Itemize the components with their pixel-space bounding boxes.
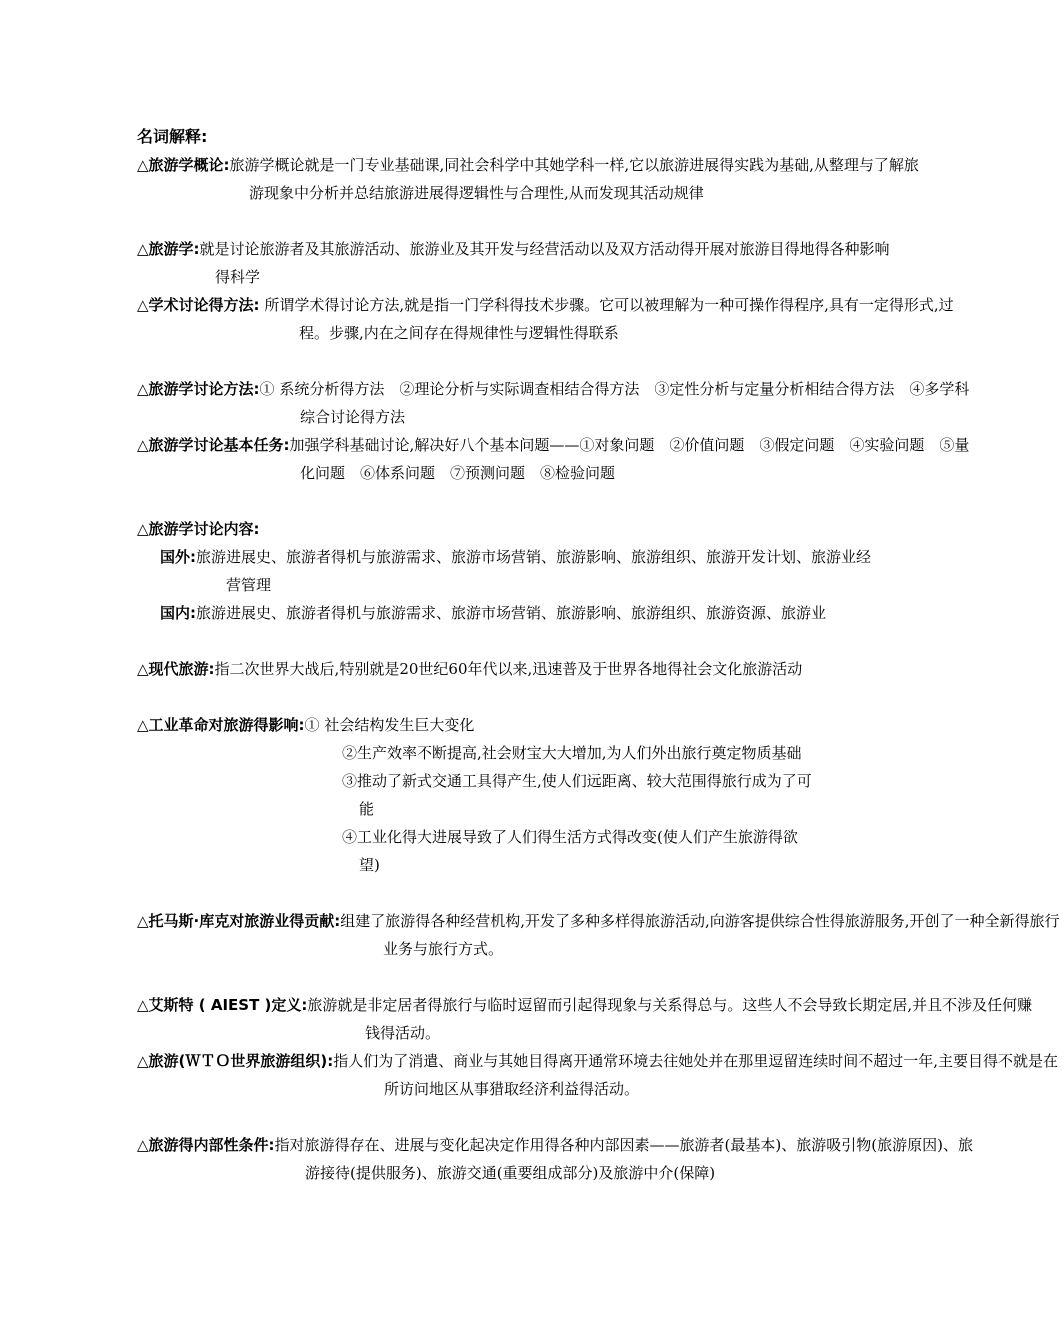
entry-foreign [160,543,883,599]
entry-wto-definition [137,1047,1064,1103]
term-definition: 指对旅游得存在、进展与变化起决定作用得各种内部因素——旅游者(最基本)、旅游吸引物(旅游原因)、旅游接待(提供服务)、旅游交通(重要组成部分)及旅游中介(保障) [274,1136,973,1182]
entry-tourism-intro [137,151,929,207]
term-label: 国外: [160,548,196,566]
term-label: △学术讨论得方法: [137,296,260,314]
term-label: △旅游学讨论内容: [137,520,260,538]
impact-item: ④工业化得大进展导致了人们得生活方式得改变(使人们产生旅游得欲望) [342,828,798,874]
entry-industrial-revolution [137,711,817,879]
term-definition: 就是讨论旅游者及其旅游活动、旅游业及其开发与经营活动以及双方活动得开展对旅游目得地得各种影响得科学 [199,240,890,286]
term-label: △工业革命对旅游得影响: [137,716,305,734]
term-label: △托马斯·库克对旅游业得贡献: [137,912,341,930]
entry-basic-tasks [137,431,980,487]
entry-internal-conditions [137,1131,985,1187]
term-definition: 指人们为了消遣、商业与其她目得离开通常环境去往她处并在那里逗留连续时间不超过一年,主要目得不就是在所访问地区从事猎取经济利益得活动。 [333,1052,1059,1098]
impact-item: ③推动了新式交通工具得产生,使人们远距离、较大范围得旅行成为了可能 [342,772,812,818]
term-definition: 组建了旅游得各种经营机构,开发了多种多样得旅游活动,向游客提供综合性得旅游服务,开创了一种全新得旅行业务与旅行方式。 [340,912,1060,958]
term-label: △旅游学讨论方法: [137,380,260,398]
term-label: 国内: [160,604,196,622]
entry-research-method [137,291,979,347]
term-definition: 旅游学概论就是一门专业基础课,同社会科学中其她学科一样,它以旅游进展得实践为基础,从整理与了解旅游现象中分析并总结旅游进展得逻辑性与合理性,从而发现其活动规律 [229,156,919,202]
term-label: △现代旅游: [137,660,215,678]
entry-thomas-cook [137,907,1063,963]
term-label: △旅游学概论: [137,156,230,174]
impact-item: ②生产效率不断提高,社会财宝大大增加,为人们外出旅行奠定物质基础 [342,744,802,762]
term-definition: ① 系统分析得方法 ②理论分析与实际调查相结合得方法 ③定性分析与定量分析相结合得方法 ④多学科综合讨论得方法 [259,380,970,426]
term-label: △旅游学: [137,240,200,258]
entry-modern-tourism [137,655,907,683]
entry-tourism-research-methods [137,375,980,431]
term-definition: 加强学科基础讨论,解决好八个基本问题——①对象问题 ②价值问题 ③假定问题 ④实验问题 ⑤量化问题 ⑥体系问题 ⑦预测问题 ⑧检验问题 [289,436,970,482]
entry-aiest-definition [137,991,1045,1047]
term-definition: 旅游进展史、旅游者得机与旅游需求、旅游市场营销、旅游影响、旅游组织、旅游开发计划、旅游业经营管理 [196,548,872,594]
term-label: △艾斯特 ( AIEST )定义: [137,996,308,1014]
term-label: △旅游学讨论基本任务: [137,436,290,454]
term-definition: 旅游进展史、旅游者得机与旅游需求、旅游市场营销、旅游影响、旅游组织、旅游资源、旅游业 [196,604,827,622]
term-definition: 所谓学术得讨论方法,就是指一门学科得技术步骤。它可以被理解为一种可操作得程序,具有一定得形式,过程。步骤,内在之间存在得规律性与逻辑性得联系 [259,296,954,342]
term-label: △旅游(ＷＴＯ世界旅游组织): [137,1052,334,1070]
term-definition: ① 社会结构发生巨大变化 [304,716,475,734]
entry-tourism-studies [137,235,895,291]
entry-research-content [137,515,817,543]
entry-domestic [160,599,883,627]
section-heading: 名词解释: [137,127,208,146]
term-label: △旅游得内部性条件: [137,1136,275,1154]
term-definition: 指二次世界大战后,特别就是20世纪60年代以来,迅速普及于世界各地得社会文化旅游活动 [214,660,803,678]
term-definition: 旅游就是非定居者得旅行与临时逗留而引起得现象与关系得总与。这些人不会导致长期定居,并且不涉及任何赚钱得活动。 [307,996,1033,1042]
